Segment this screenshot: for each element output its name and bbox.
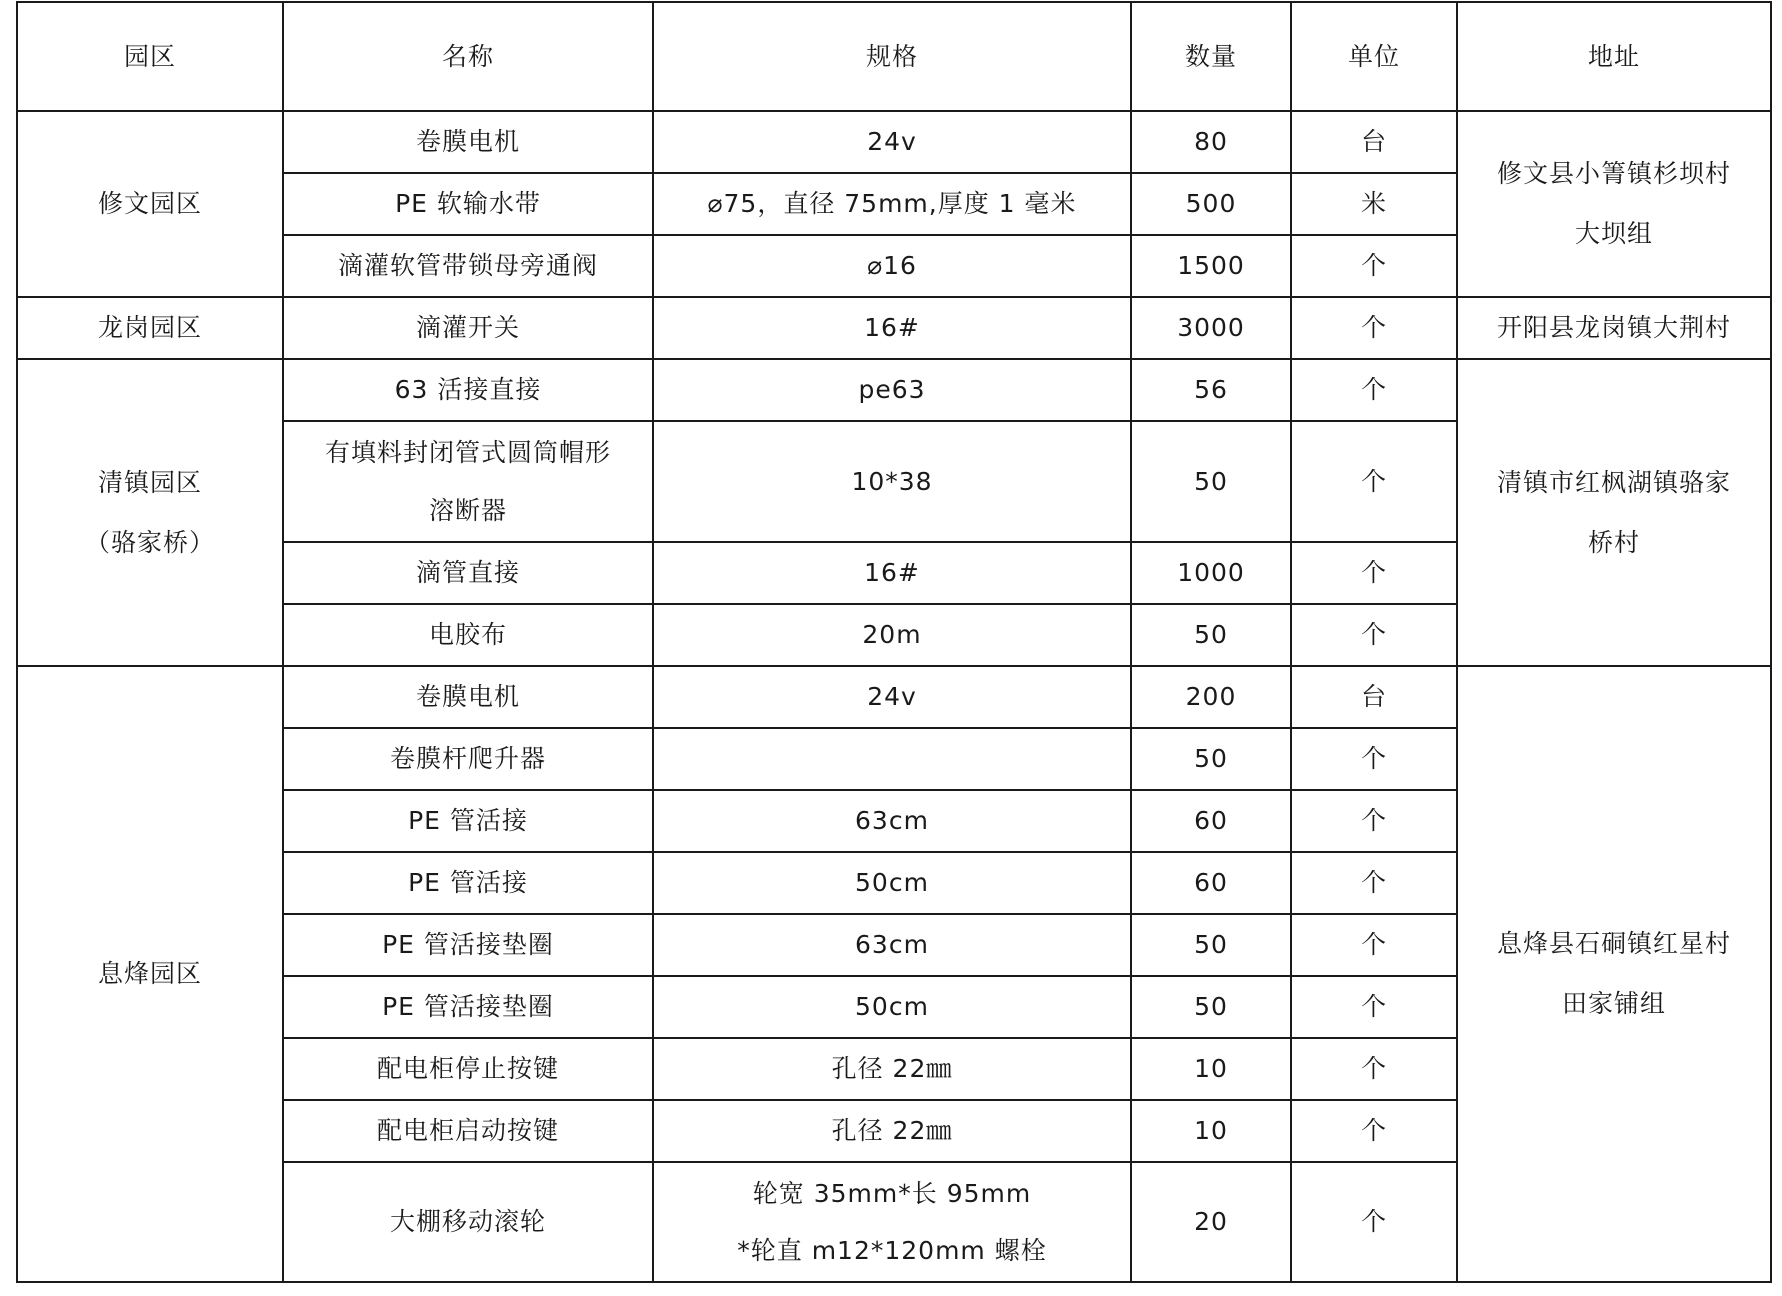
qty-cell: 1500 bbox=[1131, 235, 1291, 297]
unit-cell: 台 bbox=[1291, 666, 1457, 728]
name-cell: PE 管活接垫圈 bbox=[283, 914, 653, 976]
unit-cell: 个 bbox=[1291, 359, 1457, 421]
header-qty: 数量 bbox=[1131, 2, 1291, 111]
unit-cell: 台 bbox=[1291, 111, 1457, 173]
qty-cell: 10 bbox=[1131, 1038, 1291, 1100]
spec-cell: 16# bbox=[653, 297, 1131, 359]
qty-cell: 200 bbox=[1131, 666, 1291, 728]
unit-cell: 个 bbox=[1291, 852, 1457, 914]
qty-cell: 1000 bbox=[1131, 542, 1291, 604]
spec-cell: 20m bbox=[653, 604, 1131, 666]
spec-cell: 孔径 22㎜ bbox=[653, 1038, 1131, 1100]
name-cell: 配电柜停止按键 bbox=[283, 1038, 653, 1100]
spec-cell: ⌀75，直径 75mm,厚度 1 毫米 bbox=[653, 173, 1131, 235]
header-unit: 单位 bbox=[1291, 2, 1457, 111]
park-cell: 息烽园区 bbox=[17, 666, 283, 1282]
name-cell: 配电柜启动按键 bbox=[283, 1100, 653, 1162]
name-cell: 滴灌开关 bbox=[283, 297, 653, 359]
name-cell: PE 软输水带 bbox=[283, 173, 653, 235]
qty-cell: 50 bbox=[1131, 604, 1291, 666]
header-park: 园区 bbox=[17, 2, 283, 111]
name-cell: 电胶布 bbox=[283, 604, 653, 666]
name-cell: 卷膜电机 bbox=[283, 111, 653, 173]
unit-cell: 个 bbox=[1291, 542, 1457, 604]
unit-cell: 个 bbox=[1291, 914, 1457, 976]
equipment-table bbox=[16, 1, 1772, 1283]
spec-cell: 10*38 bbox=[653, 421, 1131, 542]
spec-cell: 16# bbox=[653, 542, 1131, 604]
name-cell: 卷膜杆爬升器 bbox=[283, 728, 653, 790]
spec-cell: 24v bbox=[653, 111, 1131, 173]
name-cell: PE 管活接垫圈 bbox=[283, 976, 653, 1038]
unit-cell: 个 bbox=[1291, 297, 1457, 359]
spec-cell: pe63 bbox=[653, 359, 1131, 421]
table-container bbox=[16, 1, 1772, 1283]
unit-cell: 个 bbox=[1291, 728, 1457, 790]
unit-cell: 个 bbox=[1291, 421, 1457, 542]
unit-cell: 个 bbox=[1291, 235, 1457, 297]
unit-cell: 个 bbox=[1291, 1100, 1457, 1162]
qty-cell: 56 bbox=[1131, 359, 1291, 421]
qty-cell: 10 bbox=[1131, 1100, 1291, 1162]
spec-cell: 轮宽 35mm*长 95mm *轮直 m12*120mm 螺栓 bbox=[653, 1162, 1131, 1282]
header-spec: 规格 bbox=[653, 2, 1131, 111]
table-row bbox=[17, 666, 1771, 728]
name-cell: PE 管活接 bbox=[283, 852, 653, 914]
qty-cell: 80 bbox=[1131, 111, 1291, 173]
park-cell: 修文园区 bbox=[17, 111, 283, 297]
address-cell: 开阳县龙岗镇大荆村 bbox=[1457, 297, 1771, 359]
spec-cell: 50cm bbox=[653, 976, 1131, 1038]
table-row bbox=[17, 359, 1771, 421]
unit-cell: 个 bbox=[1291, 1038, 1457, 1100]
qty-cell: 20 bbox=[1131, 1162, 1291, 1282]
qty-cell: 50 bbox=[1131, 421, 1291, 542]
unit-cell: 米 bbox=[1291, 173, 1457, 235]
spec-cell bbox=[653, 728, 1131, 790]
name-cell: 有填料封闭管式圆筒帽形 溶断器 bbox=[283, 421, 653, 542]
name-cell: 大棚移动滚轮 bbox=[283, 1162, 653, 1282]
qty-cell: 500 bbox=[1131, 173, 1291, 235]
address-cell: 清镇市红枫湖镇骆家 桥村 bbox=[1457, 359, 1771, 666]
table-row bbox=[17, 297, 1771, 359]
spec-cell: 63cm bbox=[653, 914, 1131, 976]
park-cell: 清镇园区 （骆家桥） bbox=[17, 359, 283, 666]
qty-cell: 3000 bbox=[1131, 297, 1291, 359]
address-cell: 息烽县石硐镇红星村 田家铺组 bbox=[1457, 666, 1771, 1282]
spec-cell: 63cm bbox=[653, 790, 1131, 852]
header-name: 名称 bbox=[283, 2, 653, 111]
table-row bbox=[17, 111, 1771, 173]
qty-cell: 60 bbox=[1131, 852, 1291, 914]
spec-cell: ⌀16 bbox=[653, 235, 1131, 297]
qty-cell: 50 bbox=[1131, 976, 1291, 1038]
name-cell: 卷膜电机 bbox=[283, 666, 653, 728]
qty-cell: 60 bbox=[1131, 790, 1291, 852]
unit-cell: 个 bbox=[1291, 790, 1457, 852]
spec-cell: 50cm bbox=[653, 852, 1131, 914]
qty-cell: 50 bbox=[1131, 728, 1291, 790]
park-cell: 龙岗园区 bbox=[17, 297, 283, 359]
unit-cell: 个 bbox=[1291, 1162, 1457, 1282]
address-cell: 修文县小箐镇杉坝村 大坝组 bbox=[1457, 111, 1771, 297]
name-cell: 滴管直接 bbox=[283, 542, 653, 604]
header-row bbox=[17, 2, 1771, 111]
spec-cell: 24v bbox=[653, 666, 1131, 728]
spec-cell: 孔径 22㎜ bbox=[653, 1100, 1131, 1162]
unit-cell: 个 bbox=[1291, 604, 1457, 666]
name-cell: 滴灌软管带锁母旁通阀 bbox=[283, 235, 653, 297]
name-cell: PE 管活接 bbox=[283, 790, 653, 852]
name-cell: 63 活接直接 bbox=[283, 359, 653, 421]
qty-cell: 50 bbox=[1131, 914, 1291, 976]
unit-cell: 个 bbox=[1291, 976, 1457, 1038]
header-address: 地址 bbox=[1457, 2, 1771, 111]
